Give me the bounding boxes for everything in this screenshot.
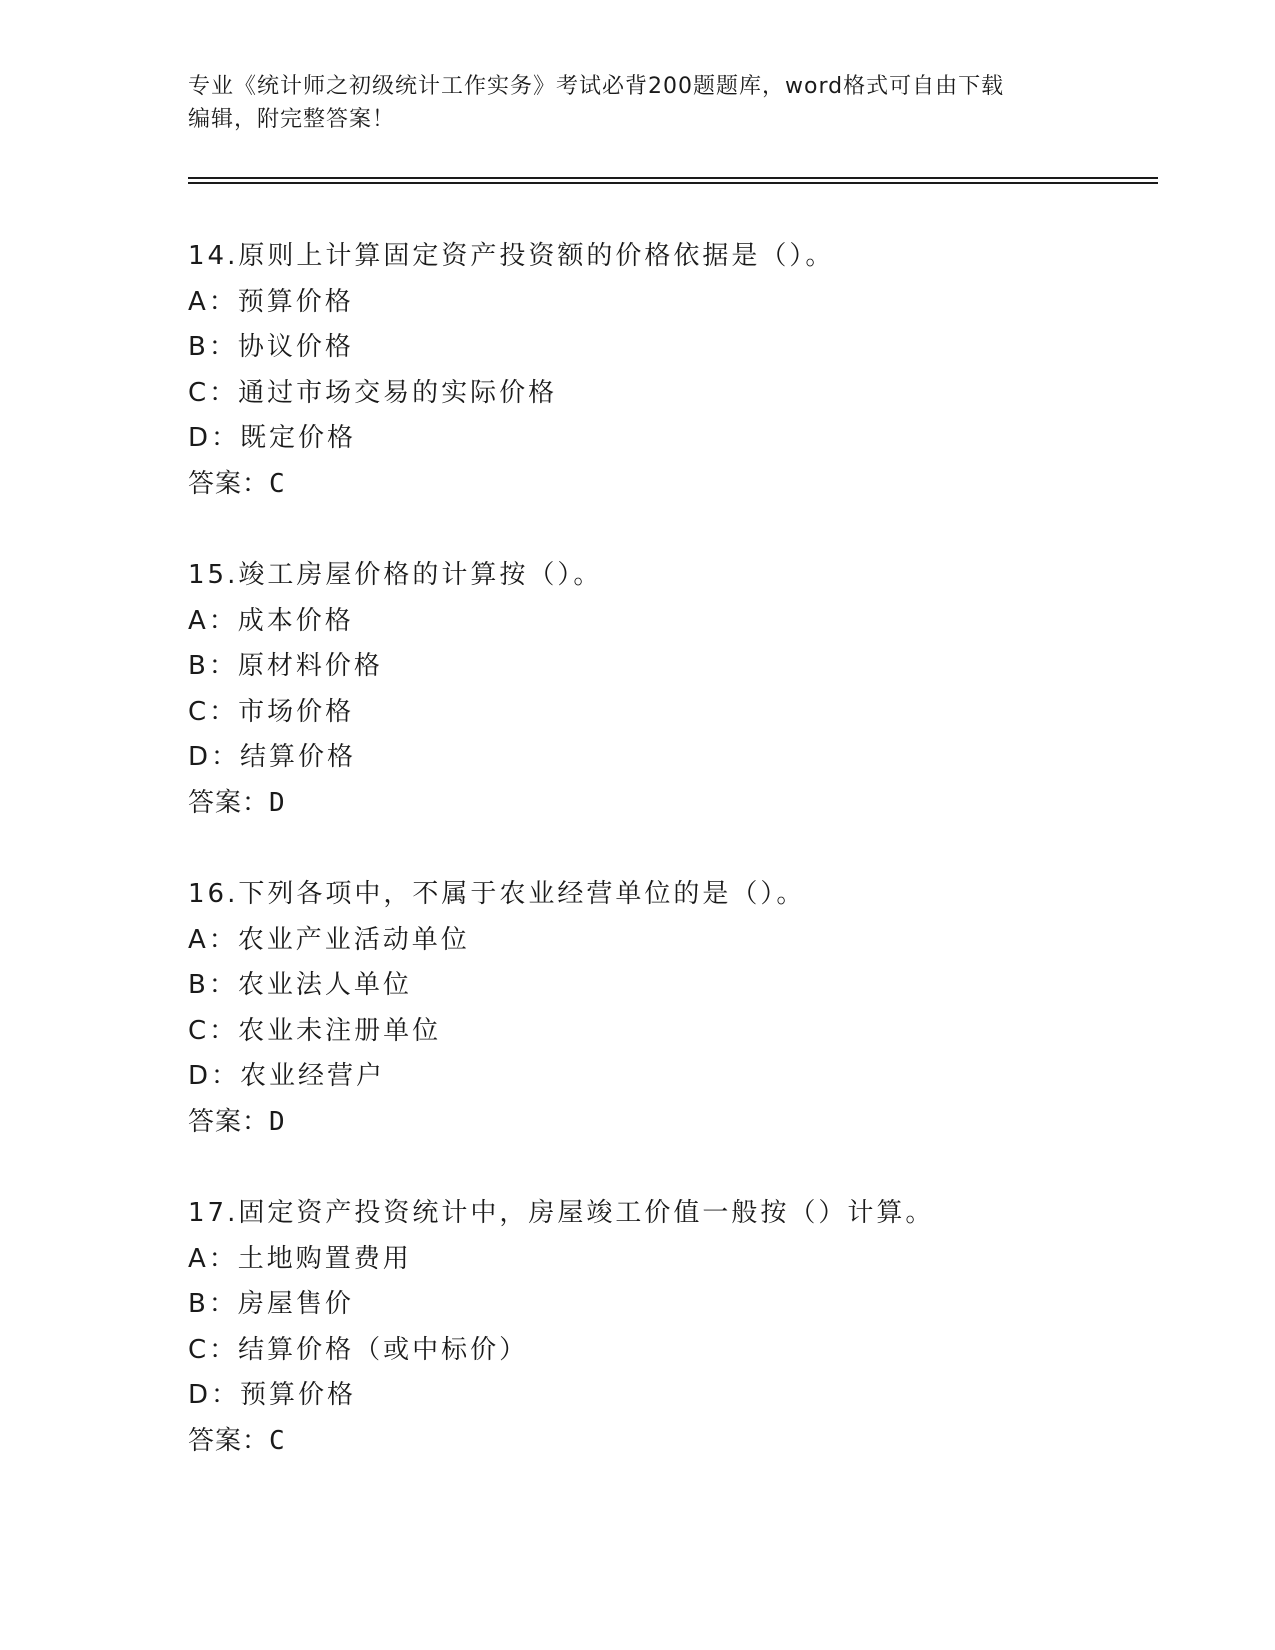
option-d: D：既定价格 <box>188 423 357 453</box>
answer-value: D <box>269 787 286 818</box>
question-16 <box>188 872 1188 1145</box>
answer-value: D <box>269 1106 286 1137</box>
question-list <box>188 234 1188 1510</box>
option-a: A：农业产业活动单位 <box>188 924 470 955</box>
answer-line <box>188 462 1188 508</box>
question-stem: 14.原则上计算固定资产投资额的价格依据是（）。 <box>188 241 835 271</box>
question-stem: 15.竣工房屋价格的计算按（）。 <box>188 560 603 590</box>
option-c: C：结算价格（或中标价） <box>188 1334 529 1365</box>
option-a: A：成本价格 <box>188 605 354 636</box>
header-line-2: 编辑，附完整答案！ <box>188 107 396 132</box>
option-c: C：市场价格 <box>188 696 355 727</box>
document-header <box>188 70 1088 136</box>
header-divider-bottom <box>188 182 1158 184</box>
answer-line <box>188 1100 1188 1146</box>
option-a: A：土地购置费用 <box>188 1243 412 1274</box>
header-divider-top <box>188 177 1158 179</box>
answer-label: 答案： <box>188 1425 270 1456</box>
answer-label: 答案： <box>188 787 270 818</box>
option-b: B：协议价格 <box>188 332 354 362</box>
option-d: D：预算价格 <box>188 1380 357 1410</box>
question-stem: 16.下列各项中，不属于农业经营单位的是（）。 <box>188 879 806 909</box>
option-c: C：农业未注册单位 <box>188 1015 442 1046</box>
option-c: C：通过市场交易的实际价格 <box>188 377 558 408</box>
answer-label: 答案： <box>188 468 270 499</box>
question-15 <box>188 553 1188 826</box>
answer-line <box>188 781 1188 827</box>
option-b: B：农业法人单位 <box>188 970 412 1000</box>
option-a: A：预算价格 <box>188 286 354 317</box>
answer-value: C <box>269 468 286 499</box>
question-14 <box>188 234 1188 507</box>
question-stem: 17.固定资产投资统计中，房屋竣工价值一般按（）计算。 <box>188 1198 935 1228</box>
option-d: D：农业经营户 <box>188 1061 386 1091</box>
answer-value: C <box>269 1425 286 1456</box>
question-17 <box>188 1191 1188 1464</box>
option-b: B：原材料价格 <box>188 651 383 681</box>
answer-label: 答案： <box>188 1106 270 1137</box>
option-b: B：房屋售价 <box>188 1289 354 1319</box>
header-line-1: 专业《统计师之初级统计工作实务》考试必背200题题库，word格式可自由下载 <box>188 74 1005 99</box>
answer-line <box>188 1419 1188 1465</box>
option-d: D：结算价格 <box>188 742 357 772</box>
